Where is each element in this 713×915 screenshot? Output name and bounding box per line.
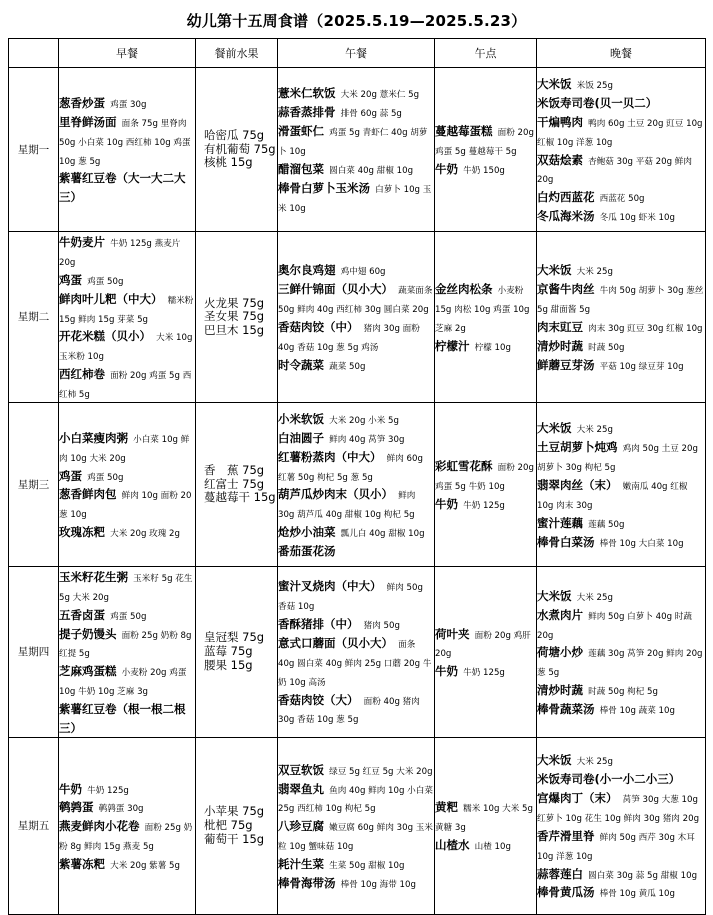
breakfast-cell (59, 68, 196, 232)
dish-name: 牛奶 (59, 781, 82, 796)
dish-ingredients: 鸭肉 60g 土豆 20g 豇豆 10g 红椒 10g 洋葱 10g (537, 118, 703, 148)
dish-name: 棒骨蔬菜汤 (537, 702, 595, 716)
dish-name: 葫芦瓜炒肉末（贝小） (278, 487, 393, 502)
dish-ingredients: 平菇 10g 绿豆芽 10g (599, 361, 684, 372)
dish-ingredients: 大米 20g 薏米仁 5g (340, 90, 420, 101)
dish-name: 棒骨白萝卜玉米汤 (278, 180, 370, 195)
dish-ingredients: 莲藕 50g (588, 519, 625, 530)
dish-ingredients: 小白菜 10g 鲜肉 10g 大米 20g (59, 434, 190, 464)
dish-ingredients: 棒骨 10g 海带 10g (340, 879, 416, 890)
dish-ingredients: 圆白菜 30g 蒜 5g 甜椒 10g (588, 870, 698, 881)
dish-name: 双豆软饭 (278, 762, 324, 777)
dish-ingredients: 生菜 50g 甜椒 10g (329, 861, 405, 872)
dish-ingredients: 柠檬 10g (474, 342, 511, 353)
fruit-cell (196, 402, 278, 566)
dish-name: 米饭寿司卷(贝一贝二） (537, 95, 658, 110)
day-row (9, 232, 706, 403)
dish-name: 棒骨白菜汤 (537, 534, 595, 549)
dish-name: 奥尔良鸡翅 (278, 263, 336, 278)
dish-name: 葱香炒蛋 (59, 95, 105, 110)
header-fruit: 餐前水果 (196, 39, 278, 68)
snack-cell (435, 566, 537, 737)
day-label: 星期一 (9, 68, 59, 232)
dish-ingredients: 玉米籽 5g 花生 5g 大米 20g (59, 573, 193, 603)
dish-name: 水煮肉片 (537, 607, 583, 622)
dish-ingredients: 瓢儿白 40g 甜椒 10g (340, 529, 425, 540)
dish-name: 白灼西蓝花 (537, 190, 595, 205)
dish-name: 蒜蓉莲白 (537, 866, 583, 881)
dish-name: 蜜汁叉烧肉（中大） (278, 579, 382, 594)
day-label: 星期四 (9, 566, 59, 737)
dish-name: 开花米糕（贝小） (59, 329, 151, 344)
fruit-item: 核桃 15g (204, 155, 253, 170)
dish-ingredients: 鲜肉 50g 香菇 10g (278, 583, 423, 613)
dish-ingredients: 面条 75g 里脊肉 50g 小白菜 10g 西红柿 10g 鸡蛋 10g 葱 5g (59, 118, 191, 167)
dish-ingredients: 大米 25g (576, 267, 613, 278)
dish-name: 香芹滑里脊 (537, 828, 595, 843)
dish-ingredients: 棒骨 10g 大白菜 10g (599, 538, 684, 549)
dish-name: 牛奶麦片 (59, 235, 105, 249)
fruit-cell (196, 737, 278, 914)
snack-cell (435, 68, 537, 232)
dish-ingredients: 鲜肉 30g 葫芦瓜 40g 甜椒 10g 枸杞 5g (278, 491, 416, 521)
breakfast-cell (59, 232, 196, 403)
dish-ingredients: 鱼肉 40g 鲜肉 10g 小白菜 25g 西红柿 10g 枸杞 5g (278, 785, 433, 815)
fruit-item: 蓝莓 75g (204, 644, 253, 659)
dish-name: 荷塘小炒 (537, 645, 583, 660)
dish-ingredients: 牛奶 150g (463, 165, 505, 176)
dish-ingredients: 绿豆 5g 红豆 5g 大米 20g (329, 766, 433, 777)
fruit-item: 葡萄干 15g (204, 831, 265, 846)
dish-name: 翡翠鱼丸 (278, 781, 324, 796)
dish-name: 牛奶 (435, 161, 458, 176)
dish-ingredients: 鲜肉 50g 白萝卜 40g 时蔬 20g (537, 611, 692, 641)
dish-name: 米饭寿司卷(小一小二小三） (537, 772, 681, 787)
fruit-item: 皇冠梨 75g (204, 630, 265, 645)
page-title: 幼儿第十五周食谱（2025.5.19—2025.5.23） (186, 12, 527, 30)
dish-name: 蔓越莓蛋糕 (435, 124, 493, 139)
dish-ingredients: 糯米 10g 大米 5g 黄糖 3g (435, 804, 533, 834)
dish-ingredients: 大米 25g (576, 425, 613, 436)
dish-ingredients: 大米 20g 玫瑰 2g (110, 529, 180, 540)
dish-name: 鲜蘑豆芽汤 (537, 357, 595, 372)
dish-name: 西红柿卷 (59, 367, 105, 382)
fruit-item: 有机葡萄 75g (204, 141, 276, 156)
dish-name: 鲜肉叶儿粑（中大） (59, 291, 163, 306)
dish-name: 提子奶馒头 (59, 626, 117, 641)
dish-ingredients: 山楂 10g (474, 842, 511, 853)
dish-ingredients: 鹌鹑蛋 30g (98, 804, 144, 815)
fruit-item: 枇杷 75g (204, 817, 253, 832)
dish-name: 意式口蘑面（贝小大） (278, 635, 393, 650)
dish-ingredients: 棒骨 10g 黄瓜 10g (599, 889, 675, 900)
dish-ingredients: 鲜肉 50g 西芹 30g 木耳 10g 洋葱 10g (537, 832, 695, 862)
dish-ingredients: 棒骨 10g 蔬菜 10g (599, 706, 675, 716)
dish-name: 红薯粉蒸肉（中大） (278, 449, 382, 464)
dish-name: 大米饭 (537, 753, 572, 768)
dish-ingredients: 牛奶 125g (463, 500, 505, 511)
dish-ingredients: 西蓝花 50g (599, 194, 645, 205)
dish-ingredients: 圆白菜 40g 甜椒 10g (329, 165, 414, 176)
dish-name: 香菇肉饺（中） (278, 319, 359, 334)
dish-ingredients: 嫩南瓜 40g 红椒 10g 肉末 30g (537, 481, 688, 511)
dish-ingredients: 糯米粉 15g 鲜肉 15g 芽菜 5g (59, 295, 194, 325)
dinner-cell (537, 737, 706, 914)
dish-name: 山楂水 (435, 838, 470, 853)
dish-name: 三鲜什锦面（贝小大） (278, 282, 393, 297)
header-dinner: 晚餐 (537, 39, 706, 68)
dish-ingredients: 面条 40g 圆白菜 40g 鲜肉 25g 口蘑 20g 牛奶 10g 高汤 (278, 639, 432, 688)
dish-name: 香菇肉饺（大） (278, 692, 359, 707)
dish-name: 耗汁生菜 (278, 857, 324, 872)
dish-name: 金丝肉松条 (435, 282, 493, 297)
dish-name: 干煸鸭肉 (537, 114, 583, 129)
day-row (9, 566, 706, 737)
dish-name: 白油圆子 (278, 430, 324, 445)
dish-ingredients: 莴笋 30g 大葱 10g 红萝卜 10g 花生 10g 鲜肉 30g 猪肉 20g (537, 795, 700, 824)
dish-ingredients: 牛肉 50g 胡萝卜 30g 葱丝 5g 甜面酱 5g (537, 286, 704, 316)
dish-name: 清炒时蔬 (537, 683, 583, 698)
dish-name: 土豆胡萝卜炖鸡 (537, 440, 618, 455)
dish-name: 蜜汁莲藕 (537, 515, 583, 530)
dish-name: 棒骨海带汤 (278, 875, 336, 890)
dish-ingredients: 牛奶 125g 燕麦片 20g (59, 239, 181, 268)
dish-name: 清炒时蔬 (537, 338, 583, 353)
header-lunch: 午餐 (278, 39, 435, 68)
dish-name: 时令蔬菜 (278, 357, 324, 372)
dish-name: 棒骨黄瓜汤 (537, 885, 595, 900)
dish-name: 双菇烩素 (537, 152, 583, 167)
dish-ingredients: 大米 25g (576, 592, 613, 603)
dish-name: 葱香鲜肉包 (59, 487, 117, 502)
dish-ingredients: 牛奶 125g (87, 785, 129, 796)
dinner-cell (537, 68, 706, 232)
dish-ingredients: 莲藕 30g 莴笋 20g 鲜肉 20g 葱 5g (537, 649, 703, 679)
weekly-menu-table (8, 38, 706, 915)
dinner-cell (537, 402, 706, 566)
dish-ingredients: 面粉 20g 鸡蛋 5g 西红柿 5g (59, 371, 192, 400)
dish-ingredients: 米饭 25g (576, 81, 613, 91)
day-label: 星期二 (9, 232, 59, 403)
fruit-item: 香 蕉 75g (204, 463, 265, 478)
dish-name: 翡翠肉丝（末） (537, 477, 618, 492)
dish-ingredients: 排骨 60g 蒜 5g (340, 109, 402, 120)
dish-ingredients: 鸡蛋 50g (110, 611, 147, 622)
dish-ingredients: 小麦粉 20g 鸡蛋 10g 牛奶 10g 芝麻 3g (59, 668, 187, 698)
breakfast-cell (59, 566, 196, 737)
dish-name: 鹌鹑蛋 (59, 800, 94, 815)
dish-name: 肉末豇豆 (537, 319, 583, 334)
dish-name: 大米饭 (537, 263, 572, 278)
fruit-item: 红富士 75g (204, 476, 265, 491)
lunch-cell (278, 402, 435, 566)
dish-name: 燕麦鲜肉小花卷 (59, 819, 140, 834)
dish-ingredients: 面粉 40g 猪肉 30g 香菇 10g 葱 5g (278, 696, 420, 726)
dish-ingredients: 嫩豆腐 60g 鲜肉 30g 玉米粒 10g 蟹味菇 10g (278, 823, 433, 853)
dish-name: 薏米仁软饭 (278, 86, 336, 101)
snack-cell (435, 737, 537, 914)
dish-name: 黄粑 (435, 800, 458, 815)
dish-ingredients: 面粉 20g 鸡蛋 5g 牛奶 10g (435, 463, 534, 492)
dish-ingredients: 面粉 25g 奶粉 8g 鲜肉 15g 燕麦 5g (59, 823, 193, 853)
dish-ingredients: 面粉 20g 鸡蛋 5g 蔓越莓干 5g (435, 128, 534, 158)
dish-name: 蒜香蒸排骨 (278, 105, 336, 120)
dish-ingredients: 冬瓜 10g 虾米 10g (599, 213, 675, 224)
dish-name: 柠檬汁 (435, 338, 470, 353)
fruit-item: 蔓越莓干 15g (204, 490, 276, 505)
fruit-item: 火龙果 75g (204, 295, 265, 310)
dish-name: 炝炒小油菜 (278, 525, 336, 540)
snack-cell (435, 402, 537, 566)
dish-name: 宫爆肉丁（末） (537, 791, 618, 805)
dish-name: 鸡蛋 (59, 468, 82, 483)
dish-name: 京酱牛肉丝 (537, 282, 595, 297)
lunch-cell (278, 566, 435, 737)
dish-name: 醋溜包菜 (278, 161, 324, 176)
dish-name: 荷叶夹 (435, 626, 470, 641)
dish-ingredients: 鸡蛋 30g (110, 99, 147, 110)
day-row (9, 68, 706, 232)
dish-ingredients: 鸡蛋 50g (87, 472, 124, 483)
breakfast-cell (59, 737, 196, 914)
dish-name: 番茄蛋花汤 (278, 544, 336, 558)
dish-ingredients: 鲜肉 60g 红薯 50g 枸杞 5g 葱 5g (278, 453, 423, 483)
dish-ingredients: 鸡蛋 50g (87, 276, 124, 287)
dish-name: 芝麻鸡蛋糕 (59, 664, 117, 679)
dinner-cell (537, 232, 706, 403)
dish-name: 冬瓜海米汤 (537, 209, 595, 224)
dish-name: 小米软饭 (278, 411, 324, 426)
lunch-cell (278, 232, 435, 403)
fruit-cell (196, 68, 278, 232)
dish-ingredients: 蔬菜 50g (329, 361, 366, 372)
dish-name: 大米饭 (537, 588, 572, 603)
fruit-item: 哈密瓜 75g (204, 128, 265, 143)
day-label: 星期三 (9, 402, 59, 566)
dish-ingredients: 杏鲍菇 30g 平菇 20g 鲜肉 20g (537, 156, 692, 186)
dish-ingredients: 牛奶 125g (463, 668, 505, 679)
dish-ingredients: 鸡中翅 60g (340, 267, 386, 278)
dish-name: 大米饭 (537, 77, 572, 91)
dish-name: 彩虹雪花酥 (435, 459, 493, 474)
dish-ingredients: 肉末 30g 豇豆 30g 红椒 10g (588, 323, 703, 334)
dish-ingredients: 大米 20g 小米 5g (329, 415, 399, 426)
dish-name: 小白菜瘦肉粥 (59, 430, 128, 445)
dish-name: 里脊鲜汤面 (59, 114, 117, 129)
dish-ingredients: 时蔬 50g (588, 342, 625, 353)
dish-ingredients: 大米 20g 紫薯 5g (110, 861, 180, 872)
dish-name: 紫薯红豆卷（根一根二根三） (59, 702, 186, 735)
dish-ingredients: 大米 10g 玉米粉 10g (59, 333, 193, 363)
dinner-cell (537, 566, 706, 737)
day-label: 星期五 (9, 737, 59, 914)
dish-name: 牛奶 (435, 664, 458, 679)
dish-name: 五香卤蛋 (59, 607, 105, 622)
snack-cell (435, 232, 537, 403)
dish-name: 鸡蛋 (59, 272, 82, 287)
fruit-cell (196, 232, 278, 403)
dish-ingredients: 鲜肉 10g 面粉 20 葱 10g (59, 491, 192, 521)
dish-name: 八珍豆腐 (278, 819, 324, 834)
dish-name: 紫薯红豆卷（大一大二大三） (59, 171, 186, 205)
dish-name: 大米饭 (537, 421, 572, 436)
dish-ingredients: 猪肉 30g 面粉 40g 香菇 10g 葱 5g 鸡汤 (278, 323, 420, 353)
day-row (9, 402, 706, 566)
header-snack: 午点 (435, 39, 537, 68)
dish-name: 玫瑰冻粑 (59, 525, 105, 540)
fruit-item: 腰果 15g (204, 657, 253, 672)
header-breakfast: 早餐 (59, 39, 196, 68)
breakfast-cell (59, 402, 196, 566)
dish-ingredients: 小麦粉 15g 肉松 10g 鸡蛋 10g 芝麻 2g (435, 286, 530, 334)
dish-name: 牛奶 (435, 496, 458, 511)
fruit-item: 小苹果 75g (204, 804, 265, 819)
fruit-item: 圣女果 75g (204, 309, 265, 324)
dish-ingredients: 时蔬 50g 枸杞 5g (588, 687, 658, 698)
dish-ingredients: 鸡蛋 5g 青虾仁 40g 胡萝卜 10g (278, 128, 428, 158)
dish-ingredients: 鲜肉 40g 莴笋 30g (329, 434, 405, 445)
dish-ingredients: 蔬菜面条 50g 鲜肉 40g 西红柿 30g 圆白菜 20g (278, 286, 433, 316)
dish-ingredients: 面粉 20g 鸡肝 20g (435, 630, 531, 660)
fruit-cell (196, 566, 278, 737)
header-corner (9, 39, 59, 68)
dish-name: 滑蛋虾仁 (278, 124, 324, 139)
day-row (9, 737, 706, 914)
header-row (9, 39, 706, 68)
dish-ingredients: 白萝卜 10g 玉米 10g (278, 184, 432, 214)
dish-ingredients: 鸡肉 50g 土豆 20g 胡萝卜 30g 枸杞 5g (537, 444, 698, 474)
fruit-item: 巴旦木 15g (204, 322, 265, 337)
lunch-cell (278, 68, 435, 232)
dish-ingredients: 面粉 25g 奶粉 8g 红提 5g (59, 630, 192, 660)
dish-ingredients: 大米 25g (576, 757, 613, 768)
dish-name: 玉米籽花生粥 (59, 569, 128, 584)
dish-ingredients: 猪肉 50g (363, 621, 400, 632)
dish-name: 紫薯冻粑 (59, 857, 105, 872)
dish-name: 香酥猪排（中） (278, 617, 359, 632)
lunch-cell (278, 737, 435, 914)
